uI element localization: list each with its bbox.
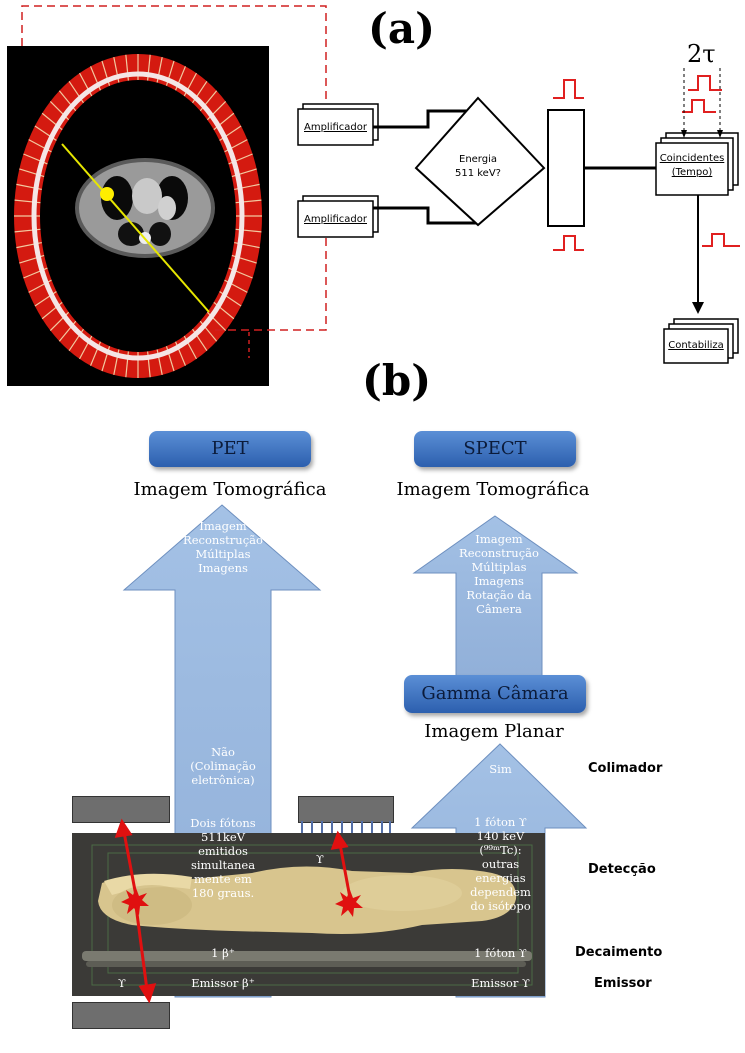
pet-heading: Imagem Tomográfica [133,479,327,500]
planar-image-heading: Imagem Planar [424,721,564,742]
spect-decay-star [335,890,363,917]
pet-title: PET [149,431,311,467]
label-decaimento: Decaimento [575,945,663,960]
coincidentes-label: Coincidentes (Tempo) [659,153,725,178]
spect-detection-text: 1 fóton ϒ 140 keV (⁹⁹ᵐTc): outras energias dependem do isótopo [470,815,531,913]
spect-emitter-text: Emissor ϒ [471,976,530,990]
pet-reconstruction-text: Imagem Reconstrução Múltiplas Imagens [183,519,263,575]
spect-reconstruction-text: Imagem Reconstrução Múltiplas Imagens Rotação da Câmera [459,532,539,616]
spect-title: SPECT [414,431,576,467]
energy-label: Energia 511 keV? [454,154,501,179]
spect-heading: Imagem Tomográfica [396,479,590,500]
panel-a-label: (a) [368,4,435,53]
gamma-symbol-spect: ϒ [316,852,324,866]
gamma-symbol-left: ϒ [118,976,126,990]
contabiliza-label: Contabiliza [668,340,724,351]
spect-decay-text: 1 fóton ϒ [474,946,527,960]
pet-decay-text: 1 β⁺ [211,946,235,960]
label-deteccao: Detecção [588,862,656,877]
spect-collimation-text: Sim [489,762,512,776]
label-emissor: Emissor [594,976,652,991]
amplifier-top-label: Amplificador [304,122,367,133]
pet-collimation-text: Não (Colimação eletrônica) [190,745,256,787]
gamma-camera-box: Gamma Câmara [404,675,586,713]
label-colimador: Colimador [588,761,663,776]
pet-emitter-text: Emissor β⁺ [191,976,255,990]
panel-b-label: (b) [362,356,432,405]
pet-detection-text: Dois fótons 511keV emitidos simultanea mente em 180 graus. [190,816,256,900]
amplifier-bottom-label: Amplificador [304,214,367,225]
two-tau-label: 2τ [687,40,716,68]
pet-decay-star [121,888,149,915]
